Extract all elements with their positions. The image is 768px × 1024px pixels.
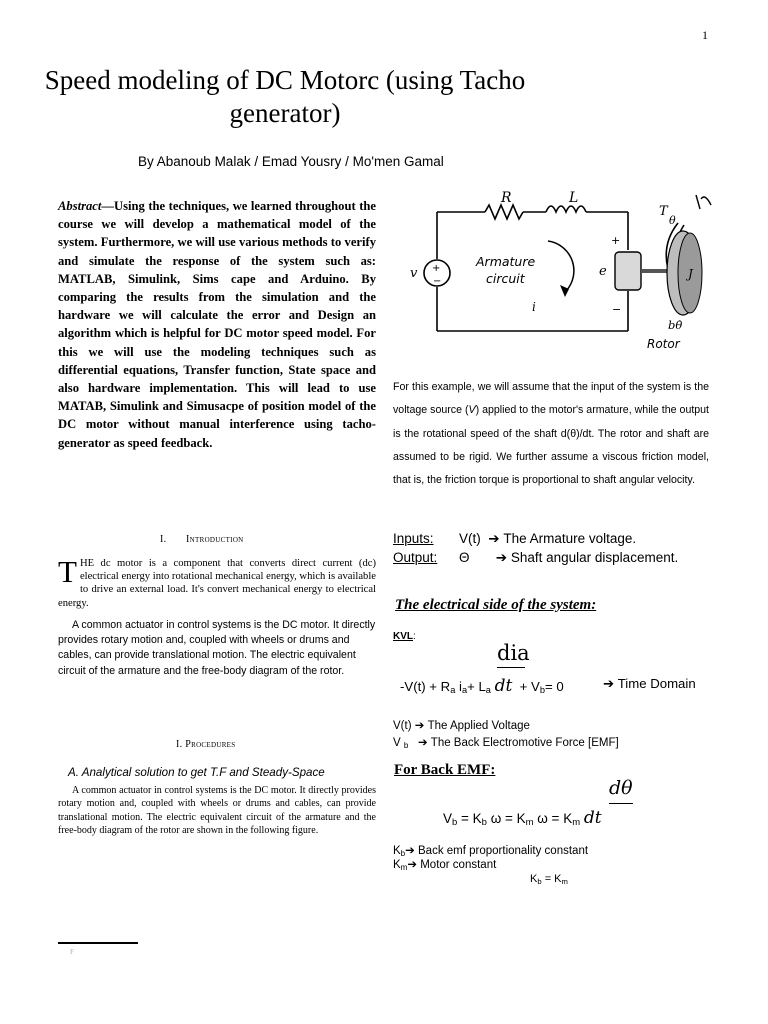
intro-paragraph-1 bbox=[58, 554, 376, 610]
electrical-side-heading: The electrical side of the system: bbox=[395, 597, 597, 613]
abstract bbox=[58, 197, 376, 452]
label-torque: T bbox=[659, 204, 668, 219]
page-number: 1 bbox=[702, 28, 708, 42]
outputs-var: Θ bbox=[459, 550, 470, 565]
eq1-fraction-denominator: dt bbox=[494, 676, 513, 696]
back-emf-equation: $V_b = K_b$ $\omega = K_m$ $\omega = K_m$ dt bbox=[443, 808, 602, 828]
abstract-body: —Using the techniques, we learned throughout the course we will develop a mathematical model of the system. Furthermore, we will use various methods to verify and simulate the response of the system such as: MATLAB, Simulink, Sims cape and Arduino. By comparing the results from the simulation and the hardware we will calculate the error and Design an algorithm which is helpful for DC motor speed model. For this we will use the modeling techniques such as differential equations, Transfer function, State space and also hardware implementation. This will lead to use MATAB, Simulink and Simusacpe of position model of the DC motor without manual interference using tacho-generator as speed feedback. bbox=[58, 199, 376, 450]
label-i: i bbox=[532, 300, 536, 314]
footnote-mark: F bbox=[70, 948, 74, 956]
procedures-paragraph: A common actuator in control systems is the DC motor. It directly provides rotary motion and, coupled with wheels or drums and cables, can provide translational motion. The electric equivalent circuit of the armature and the free-body diagram of the rotor are shown in the following figure. bbox=[58, 785, 376, 836]
intro-text-1: HE dc motor is a component that converts direct current (dc) electrical energy into rotational mechanical energy, which is available to drive an external load. It's convert mechanical energy to electrical energy. bbox=[58, 558, 376, 609]
authors: By Abanoub Malak / Emad Yousry / Mo'men Gamal bbox=[138, 154, 444, 169]
section2-numeral: I. bbox=[176, 739, 183, 750]
inputs-desc: The Armature voltage. bbox=[503, 531, 637, 546]
constant-km: $K_m➔$ Motor constant bbox=[393, 857, 497, 872]
motor-minus: − bbox=[612, 303, 622, 316]
armature-label-2: circuit bbox=[486, 271, 525, 286]
eq2-fraction-bar bbox=[609, 803, 633, 804]
label-v: v bbox=[410, 266, 418, 281]
arrow-icon: ➔ bbox=[414, 718, 425, 732]
inputs-var: V(t) bbox=[459, 531, 481, 546]
back-emf-heading: For Back EMF: bbox=[394, 762, 496, 778]
arrow-icon: ➔ bbox=[603, 677, 615, 692]
time-domain-text: Time Domain bbox=[617, 676, 696, 691]
system-description bbox=[393, 376, 709, 492]
constant-equality: $K_b = K_m$ bbox=[530, 873, 568, 886]
section-heading-introduction bbox=[160, 534, 360, 545]
abstract-lead: Abstract bbox=[58, 199, 102, 213]
constant-kb: $K_b➔$ Back emf proportionality constant bbox=[393, 843, 589, 858]
outputs-desc: Shaft angular displacement. bbox=[510, 550, 679, 565]
eq1-fraction-bar bbox=[497, 667, 525, 668]
eq1-fraction-numerator: dia bbox=[497, 641, 530, 665]
desc-part2: ) applied to the motor's armature, while the output is the rotational speed of the shaft d(θ)/dt. The rotor and shaft are assumed to be rigid. We further assume a viscous friction model, that is, the friction torque is proportional to shaft angular velocity. bbox=[393, 404, 709, 487]
kvl-colon: : bbox=[413, 631, 416, 642]
definition-back-emf: V $_b$ ➔ The Back Electromotive Force [EMF] bbox=[393, 735, 619, 750]
arrow-icon: ➔ bbox=[417, 735, 428, 749]
dropcap: T bbox=[58, 554, 77, 589]
arrow-icon: ➔ bbox=[405, 843, 415, 857]
label-theta: θ bbox=[669, 214, 676, 227]
label-b-theta: bθ̇ bbox=[668, 318, 683, 332]
kvl-label-wrap bbox=[393, 631, 416, 642]
paper-title: Speed modeling of DC Motorc (using Tacho generator) bbox=[44, 65, 526, 128]
section1-numeral: I. bbox=[160, 534, 167, 545]
inputs-label: Inputs: bbox=[393, 531, 434, 546]
source-plus: + bbox=[432, 263, 441, 274]
kvl-label: KVL bbox=[393, 631, 413, 642]
section2-title: Procedures bbox=[185, 739, 236, 750]
desc-v: V bbox=[468, 404, 476, 417]
label-r: R bbox=[501, 190, 512, 206]
label-j: J bbox=[688, 267, 693, 281]
label-rotor: Rotor bbox=[647, 337, 680, 351]
outputs-label: Output: bbox=[393, 550, 438, 565]
source-minus: − bbox=[433, 276, 442, 287]
outputs-row bbox=[393, 550, 678, 566]
kvl-equation: $-V(t) + R_a$ $i_a+ L_a$ dt + $V_b= 0$ bbox=[400, 676, 564, 696]
arrow-icon: ➔ bbox=[495, 550, 508, 566]
dc-motor-circuit-figure bbox=[400, 185, 730, 360]
motor-plus: + bbox=[611, 234, 621, 247]
intro-paragraph-2: A common actuator in control systems is the DC motor. It directly provides rotary motion and, coupled with wheels or drums and cables, can provide translational motion. The electric equivalent circuit of the armature and the free-body diagram of the rotor. bbox=[58, 619, 376, 677]
label-l: L bbox=[569, 190, 579, 206]
subsection-a-heading: A. Analytical solution to get T.F and Steady-Space bbox=[68, 766, 325, 779]
definition-applied-voltage: V(t) ➔ The Applied Voltage bbox=[393, 718, 530, 732]
section1-title: Introduction bbox=[186, 534, 244, 545]
eq2-fraction-denominator: dt bbox=[583, 808, 602, 828]
armature-label-1: Armature bbox=[476, 254, 536, 269]
inputs-row bbox=[393, 531, 636, 547]
eq2-fraction-numerator: dθ bbox=[609, 777, 633, 799]
arrow-icon: ➔ bbox=[488, 531, 500, 547]
arrow-icon: ➔ bbox=[407, 857, 418, 871]
footnote-rule bbox=[58, 942, 138, 944]
desc-part1: For this example, we will assume that the input of the system is the voltage source ( bbox=[393, 381, 709, 417]
section-heading-procedures bbox=[176, 739, 376, 750]
label-e: e bbox=[599, 264, 607, 279]
time-domain-label bbox=[603, 676, 696, 692]
